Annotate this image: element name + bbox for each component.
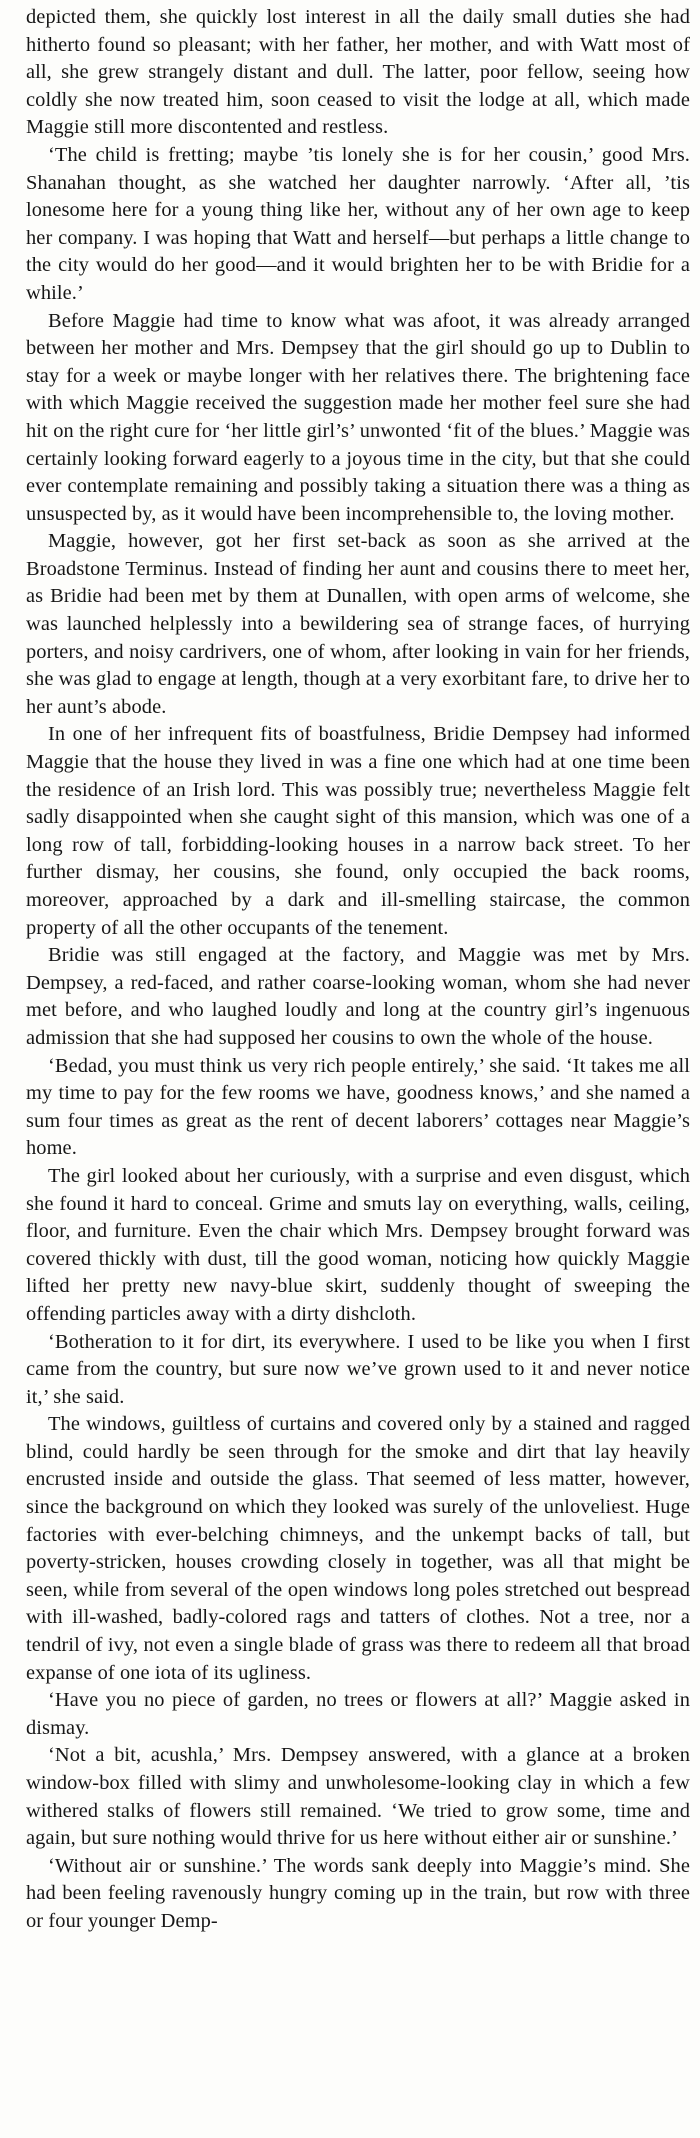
paragraph-6: Bridie was still engaged at the factory, and Maggie was met by Mrs. Dempsey, a red-faced, and rather coarse-looking woman, whom she had never met before, and who laughed loudly and long at the country girl’s ingenuous admission that she had supposed her cousins to own the whole of the house.	[26, 944, 690, 1049]
paragraph-7: ‘Bedad, you must think us very rich people entirely,’ she said. ‘It takes me all my time to pay for the few rooms we have, goodness knows,’ and she named a sum four times as great as the rent of decent laborers’ cottages near Maggie’s home.	[26, 1054, 690, 1160]
paragraph-11: ‘Have you no piece of garden, no trees or flowers at all?’ Maggie asked in dismay.	[26, 1689, 690, 1739]
paragraph-10: The windows, guiltless of curtains and covered only by a stained and ragged blind, could hardly be seen through for the smoke and dirt that lay heavily encrusted inside and outside the glass. That seemed of less matter, however, since the background on which they looked was surely of the unloveliest. Huge factories with ever-belching chimneys, and the unkempt backs of tall, but poverty-stricken, houses crowding closely in together, was all that might be seen, while from several of the open windows long poles stretched out bespread with ill-washed, badly-colored rags and tatters of clothes. Not a tree, nor a tendril of ivy, not even a single blade of grass was there to redeem all that broad expanse of one iota of its ugliness.	[26, 1413, 690, 1684]
paragraph-13: ‘Without air or sunshine.’ The words sank deeply into Maggie’s mind. She had been feeling ravenously hungry coming up in the train, but row with three or four younger Demp-	[26, 1854, 690, 1932]
paragraph-5: In one of her infrequent fits of boastfulness, Bridie Dempsey had informed Maggie that the house they lived in was a fine one which had at one time been the residence of an Irish lord. This was possibly true; nevertheless Maggie felt sadly disappointed when she caught sight of this mansion, which was one of a long row of tall, forbidding-looking houses in a narrow back street. To her further dismay, her cousins, she found, only occupied the back rooms, moreover, approached by a dark and ill-smelling staircase, the common property of all the other occupants of the tenement.	[26, 723, 690, 939]
paragraph-3: Before Maggie had time to know what was afoot, it was already arranged between her mother and Mrs. Dempsey that the girl should go up to Dublin to stay for a week or maybe longer with her relatives there. The brightening face with which Maggie received the suggestion made her mother feel sure she had hit on the right cure for ‘her little girl’s’ unwonted ‘fit of the blues.’ Maggie was certainly looking forward eagerly to a joyous time in the city, but that she could ever contemplate remaining and possibly taking a situation there was a thing as unsuspected by, as it would have been incomprehensible to, the loving mother.	[26, 309, 690, 525]
text-column	[26, 4, 690, 1936]
paragraph-4: Maggie, however, got her first set-back as soon as she arrived at the Broadstone Terminus. Instead of finding her aunt and cousins there to meet her, as Bridie had been met by them at Dunallen, with open arms of welcome, she was launched helplessly into a bewildering sea of strange faces, of hurrying porters, and noisy cardrivers, one of whom, after looking in vain for her friends, she was glad to engage at length, though at a very exorbitant fare, to drive her to her aunt’s abode.	[26, 530, 690, 718]
paragraph-8: The girl looked about her curiously, with a surprise and even disgust, which she found it hard to conceal. Grime and smuts lay on everything, walls, ceiling, floor, and furniture. Even the chair which Mrs. Dempsey brought forward was covered thickly with dust, till the good woman, noticing how quickly Maggie lifted her pretty new navy-blue skirt, suddenly thought of sweeping the offending particles away with a dirty dishcloth.	[26, 1164, 690, 1325]
paragraph-1: depicted them, she quickly lost interest in all the daily small duties she had hitherto found so pleasant; with her father, her mother, and with Watt most of all, she grew strangely distant and dull. The latter, poor fellow, seeing how coldly she now treated him, soon ceased to visit the lodge at all, which made Maggie still more discontented and restless.	[26, 6, 690, 139]
paragraph-9: ‘Botheration to it for dirt, its everywhere. I used to be like you when I first came from the country, but sure now we’ve grown used to it and never notice it,’ she said.	[26, 1330, 690, 1408]
paragraph-12: ‘Not a bit, acushla,’ Mrs. Dempsey answered, with a glance at a broken window-box filled with slimy and unwholesome-looking clay in which a few withered stalks of flowers still remained. ‘We tried to grow some, time and again, but sure nothing would thrive for us here without either air or sunshine.’	[26, 1744, 690, 1850]
paragraph-2: ‘The child is fretting; maybe ’tis lonely she is for her cousin,’ good Mrs. Shanahan thought, as she watched her daughter narrowly. ‘After all, ’tis lonesome here for a young thing like her, without any of her own age to keep her company. I was hoping that Watt and herself—but perhaps a little change to the city would do her good—and it would brighten her to be with Bridie for a while.’	[26, 143, 690, 304]
